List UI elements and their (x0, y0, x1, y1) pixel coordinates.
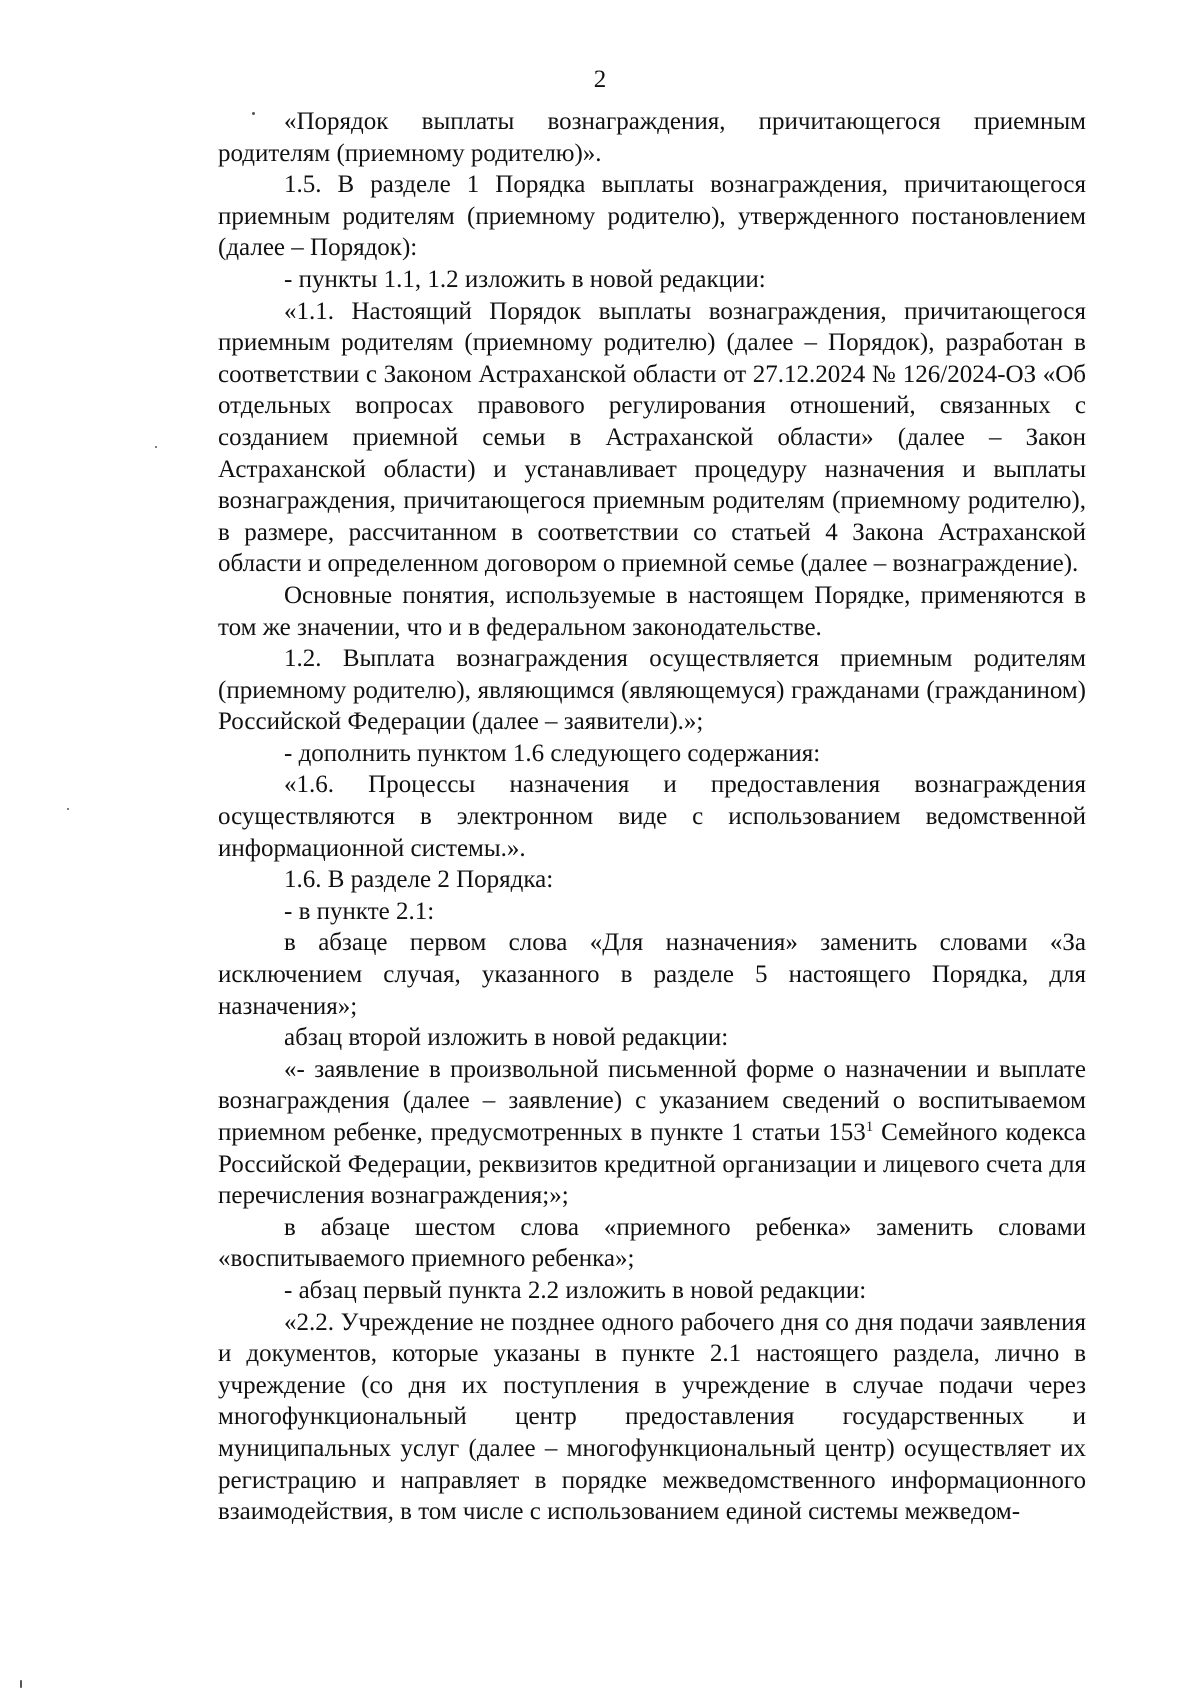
paragraph-first-abzac: в абзаце первом слова «Для назначения» заменить словами «За исключением случая, указанного в разделе 5 настоящего Порядка, для назначения»; (218, 929, 1086, 1020)
paragraph-point-2-2: - абзац первый пункта 2.2 изложить в новой редакции: (284, 1276, 867, 1304)
paragraph-sixth-abzac: в абзаце шестом слова «приемного ребенка» заменить словами «воспитываемого приемного ребенка»; (218, 1213, 1086, 1273)
paragraph-application (218, 1054, 1086, 1212)
superscript-one: 1 (865, 1119, 874, 1135)
scan-speck (67, 808, 69, 810)
application-text-after: Семейного кодекса Российской Федерации, реквизитов кредитной организации и лицевого счета для перечисления вознаграждения;»; (218, 1119, 1087, 1210)
paragraph-item-1-1: «1.1. Настоящий Порядок выплаты вознаграждения, причитающегося приемным родителям (приемному родителю) (далее – Порядок), разработан в соответствии с Законом Астраханской области от 27.12.2024 № 126/2024-ОЗ «Об отдельных вопросах правового регулирования отношений, связанных с созданием приемной семьи в Астраханской области» (далее – Закон Астраханской области) и устанавливает процедуру назначения и выплаты вознаграждения, причитающегося приемным родителям (приемному родителю), в размере, рассчитанном в соответствии со статьей 4 Закона Астраханской области и определенном договором о приемной семье (далее – вознаграждение). (218, 297, 1086, 578)
scan-speck (252, 112, 255, 115)
page-number: 2 (593, 66, 607, 93)
paragraph-item-1-6-section-2: 1.6. В разделе 2 Порядка: (284, 866, 554, 894)
scan-speck (155, 446, 157, 448)
paragraph-points-1-1-1-2: - пункты 1.1, 1.2 изложить в новой редакции: (284, 265, 766, 293)
paragraph-second-abzac: абзац второй изложить в новой редакции: (284, 1024, 729, 1052)
paragraph-item-1-6-text: «1.6. Процессы назначения и предоставления вознаграждения осуществляются в электронном виде с использованием ведомственной информационной системы.». (218, 771, 1086, 862)
application-text-before: «- заявление в произвольной письменной форме о назначении и выплате вознаграждения (далее – заявление) с указанием сведений о воспитываемом приемном ребенке, предусмотренных в пункте 1 статьи 153 (218, 1055, 1086, 1146)
paragraph-item-2-2: «2.2. Учреждение не позднее одного рабочего дня со дня подачи заявления и документов, которые указаны в пункте 2.1 настоящего раздела, лично в учреждение (со дня их поступления в учреждение в случае подачи через многофункциональный центр предоставления государственных и муниципальных услуг (далее – многофункциональный центр) осуществляет их регистрацию и направляет в порядке межведомственного информационного взаимодействия, в том числе с использованием единой системы межведом- (218, 1308, 1086, 1526)
scan-speck (20, 1680, 22, 1688)
document-body (218, 106, 1086, 1528)
paragraph-point-2-1: - в пункте 2.1: (284, 897, 435, 925)
paragraph-add-point-1-6: - дополнить пунктом 1.6 следующего содержания: (284, 739, 821, 767)
paragraph-basic-concepts: Основные понятия, используемые в настоящем Порядке, применяются в том же значении, что и в федеральном законодательстве. (218, 581, 1086, 641)
paragraph-order-title: «Порядок выплаты вознаграждения, причитающегося приемным родителям (приемному родителю)». (218, 108, 1086, 167)
paragraph-item-1-2: 1.2. Выплата вознаграждения осуществляется приемным родителям (приемному родителю), являющимся (являющемуся) гражданами (гражданином) Российской Федерации (далее – заявители).»; (218, 645, 1086, 736)
paragraph-item-1-5: 1.5. В разделе 1 Порядка выплаты вознаграждения, причитающегося приемным родителям (приемному родителю), утвержденного постановлением (далее – Порядок): (218, 171, 1086, 262)
